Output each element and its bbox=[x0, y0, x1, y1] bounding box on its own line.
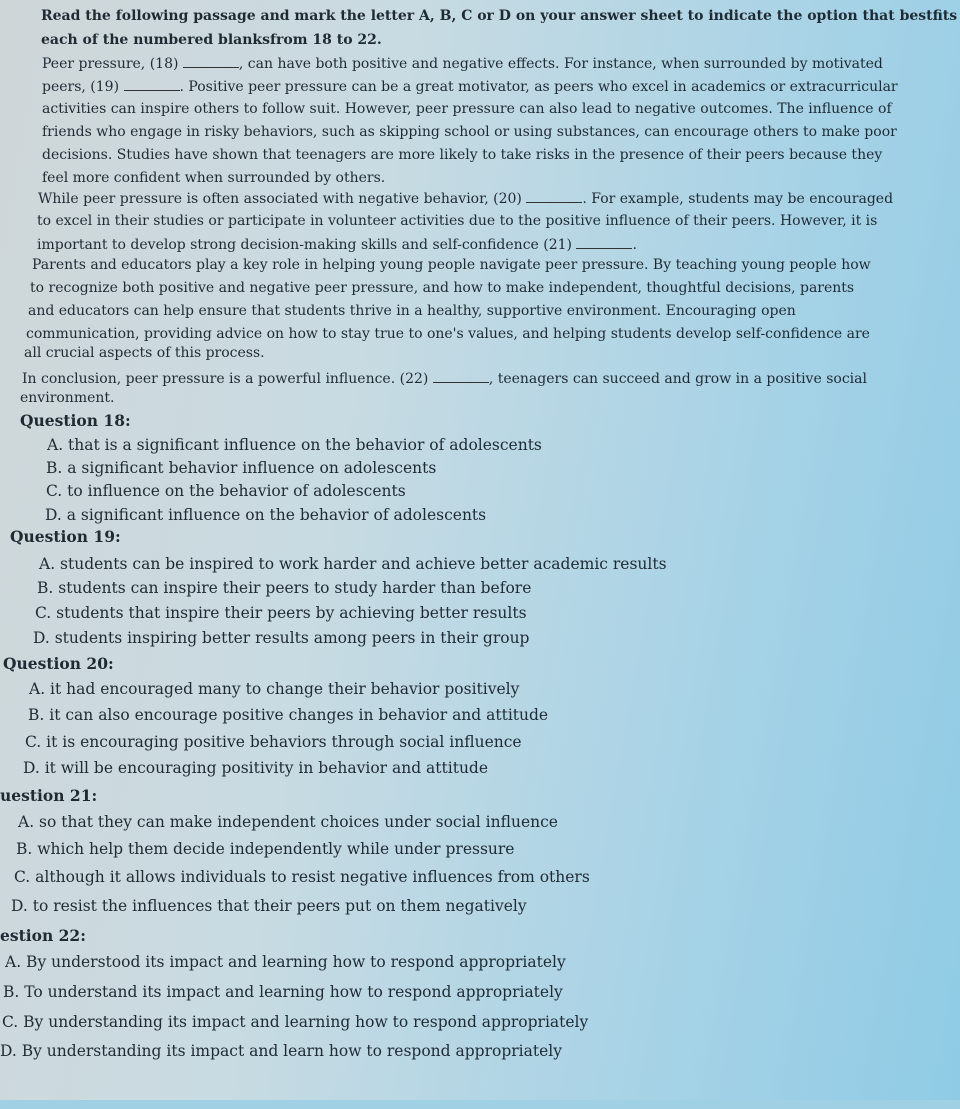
question-20-option-a: A. it had encouraged many to change their behavior positively bbox=[29, 680, 520, 698]
question-21-option-c: C. although it allows individuals to resist negative influences from others bbox=[14, 868, 590, 886]
question-19-option-a: A. students can be inspired to work harder and achieve better academic results bbox=[39, 555, 667, 573]
passage-line: communication, providing advice on how to stay true to one's values, and helping students develop self-confidence are bbox=[26, 326, 870, 342]
question-18-option-d: D. a significant influence on the behavior of adolescents bbox=[45, 506, 487, 524]
question-18-option-c: C. to influence on the behavior of adolescents bbox=[46, 482, 406, 500]
blank-19 bbox=[124, 78, 180, 91]
question-22-option-a: A. By understood its impact and learning how to respond appropriately bbox=[5, 953, 566, 971]
question-21-option-a: A. so that they can make independent choices under social influence bbox=[18, 813, 558, 831]
passage-line: feel more confident when surrounded by others. bbox=[42, 170, 386, 186]
question-20-option-c: C. it is encouraging positive behaviors through social influence bbox=[25, 733, 522, 751]
question-19-option-d: D. students inspiring better results among peers in their group bbox=[33, 629, 530, 647]
instruction-line-1: Read the following passage and mark the letter A, B, C or D on your answer sheet to indicate the option that bestfits bbox=[41, 8, 958, 24]
passage-line: to excel in their studies or participate in volunteer activities due to the positive influence of their peers. However, it is bbox=[37, 213, 878, 229]
passage-line: activities can inspire others to follow suit. However, peer pressure can also lead to negative outcomes. The influence of bbox=[42, 101, 892, 117]
question-22-title: estion 22: bbox=[0, 926, 86, 945]
question-20-option-b: B. it can also encourage positive changes in behavior and attitude bbox=[28, 706, 549, 724]
question-18-option-a: A. that is a significant influence on the behavior of adolescents bbox=[47, 436, 542, 454]
instruction-line-2: each of the numbered blanksfrom 18 to 22. bbox=[41, 32, 382, 48]
passage-line: decisions. Studies have shown that teenagers are more likely to take risks in the presence of their peers because they bbox=[42, 147, 883, 163]
passage-line: In conclusion, peer pressure is a powerful influence. (22) , teenagers can succeed and grow in a positive social bbox=[22, 371, 867, 387]
question-19-title: Question 19: bbox=[10, 527, 121, 546]
question-22-option-c: C. By understanding its impact and learning how to respond appropriately bbox=[2, 1013, 589, 1031]
question-19-option-c: C. students that inspire their peers by achieving better results bbox=[35, 604, 527, 622]
question-18-title: Question 18: bbox=[20, 411, 131, 430]
blank-20 bbox=[526, 190, 582, 203]
passage-line: and educators can help ensure that students thrive in a healthy, supportive environment. Encouraging open bbox=[28, 303, 796, 319]
passage-line: While peer pressure is often associated with negative behavior, (20) . For example, students may be encouraged bbox=[38, 191, 894, 207]
page-bottom-edge bbox=[0, 1100, 960, 1109]
blank-21 bbox=[576, 236, 632, 249]
question-20-title: Question 20: bbox=[3, 654, 114, 673]
passage-line: important to develop strong decision-making skills and self-confidence (21) . bbox=[37, 237, 637, 253]
question-21-option-d: D. to resist the influences that their peers put on them negatively bbox=[11, 897, 527, 915]
blank-22 bbox=[433, 370, 489, 383]
blank-18 bbox=[183, 55, 239, 68]
question-20-option-d: D. it will be encouraging positivity in behavior and attitude bbox=[23, 759, 489, 777]
passage-line: Parents and educators play a key role in helping young people navigate peer pressure. By teaching young people how bbox=[32, 257, 871, 273]
question-22-option-d: D. By understanding its impact and learn how to respond appropriately bbox=[0, 1042, 562, 1060]
passage-line: environment. bbox=[20, 390, 115, 406]
passage-line: to recognize both positive and negative peer pressure, and how to make independent, thoughtful decisions, parents bbox=[30, 280, 855, 296]
question-21-option-b: B. which help them decide independently while under pressure bbox=[16, 840, 515, 858]
question-18-option-b: B. a significant behavior influence on adolescents bbox=[46, 459, 437, 477]
question-22-option-b: B. To understand its impact and learning how to respond appropriately bbox=[3, 983, 563, 1001]
question-19-option-b: B. students can inspire their peers to study harder than before bbox=[37, 579, 532, 597]
passage-line: friends who engage in risky behaviors, such as skipping school or using substances, can encourage others to make poor bbox=[42, 124, 897, 140]
passage-line: all crucial aspects of this process. bbox=[24, 345, 265, 361]
question-21-title: uestion 21: bbox=[0, 786, 98, 805]
passage-line: peers, (19) . Positive peer pressure can be a great motivator, as peers who excel in academics or extracurricular bbox=[42, 79, 898, 95]
passage-line: Peer pressure, (18) , can have both positive and negative effects. For instance, when surrounded by motivated bbox=[42, 56, 883, 72]
